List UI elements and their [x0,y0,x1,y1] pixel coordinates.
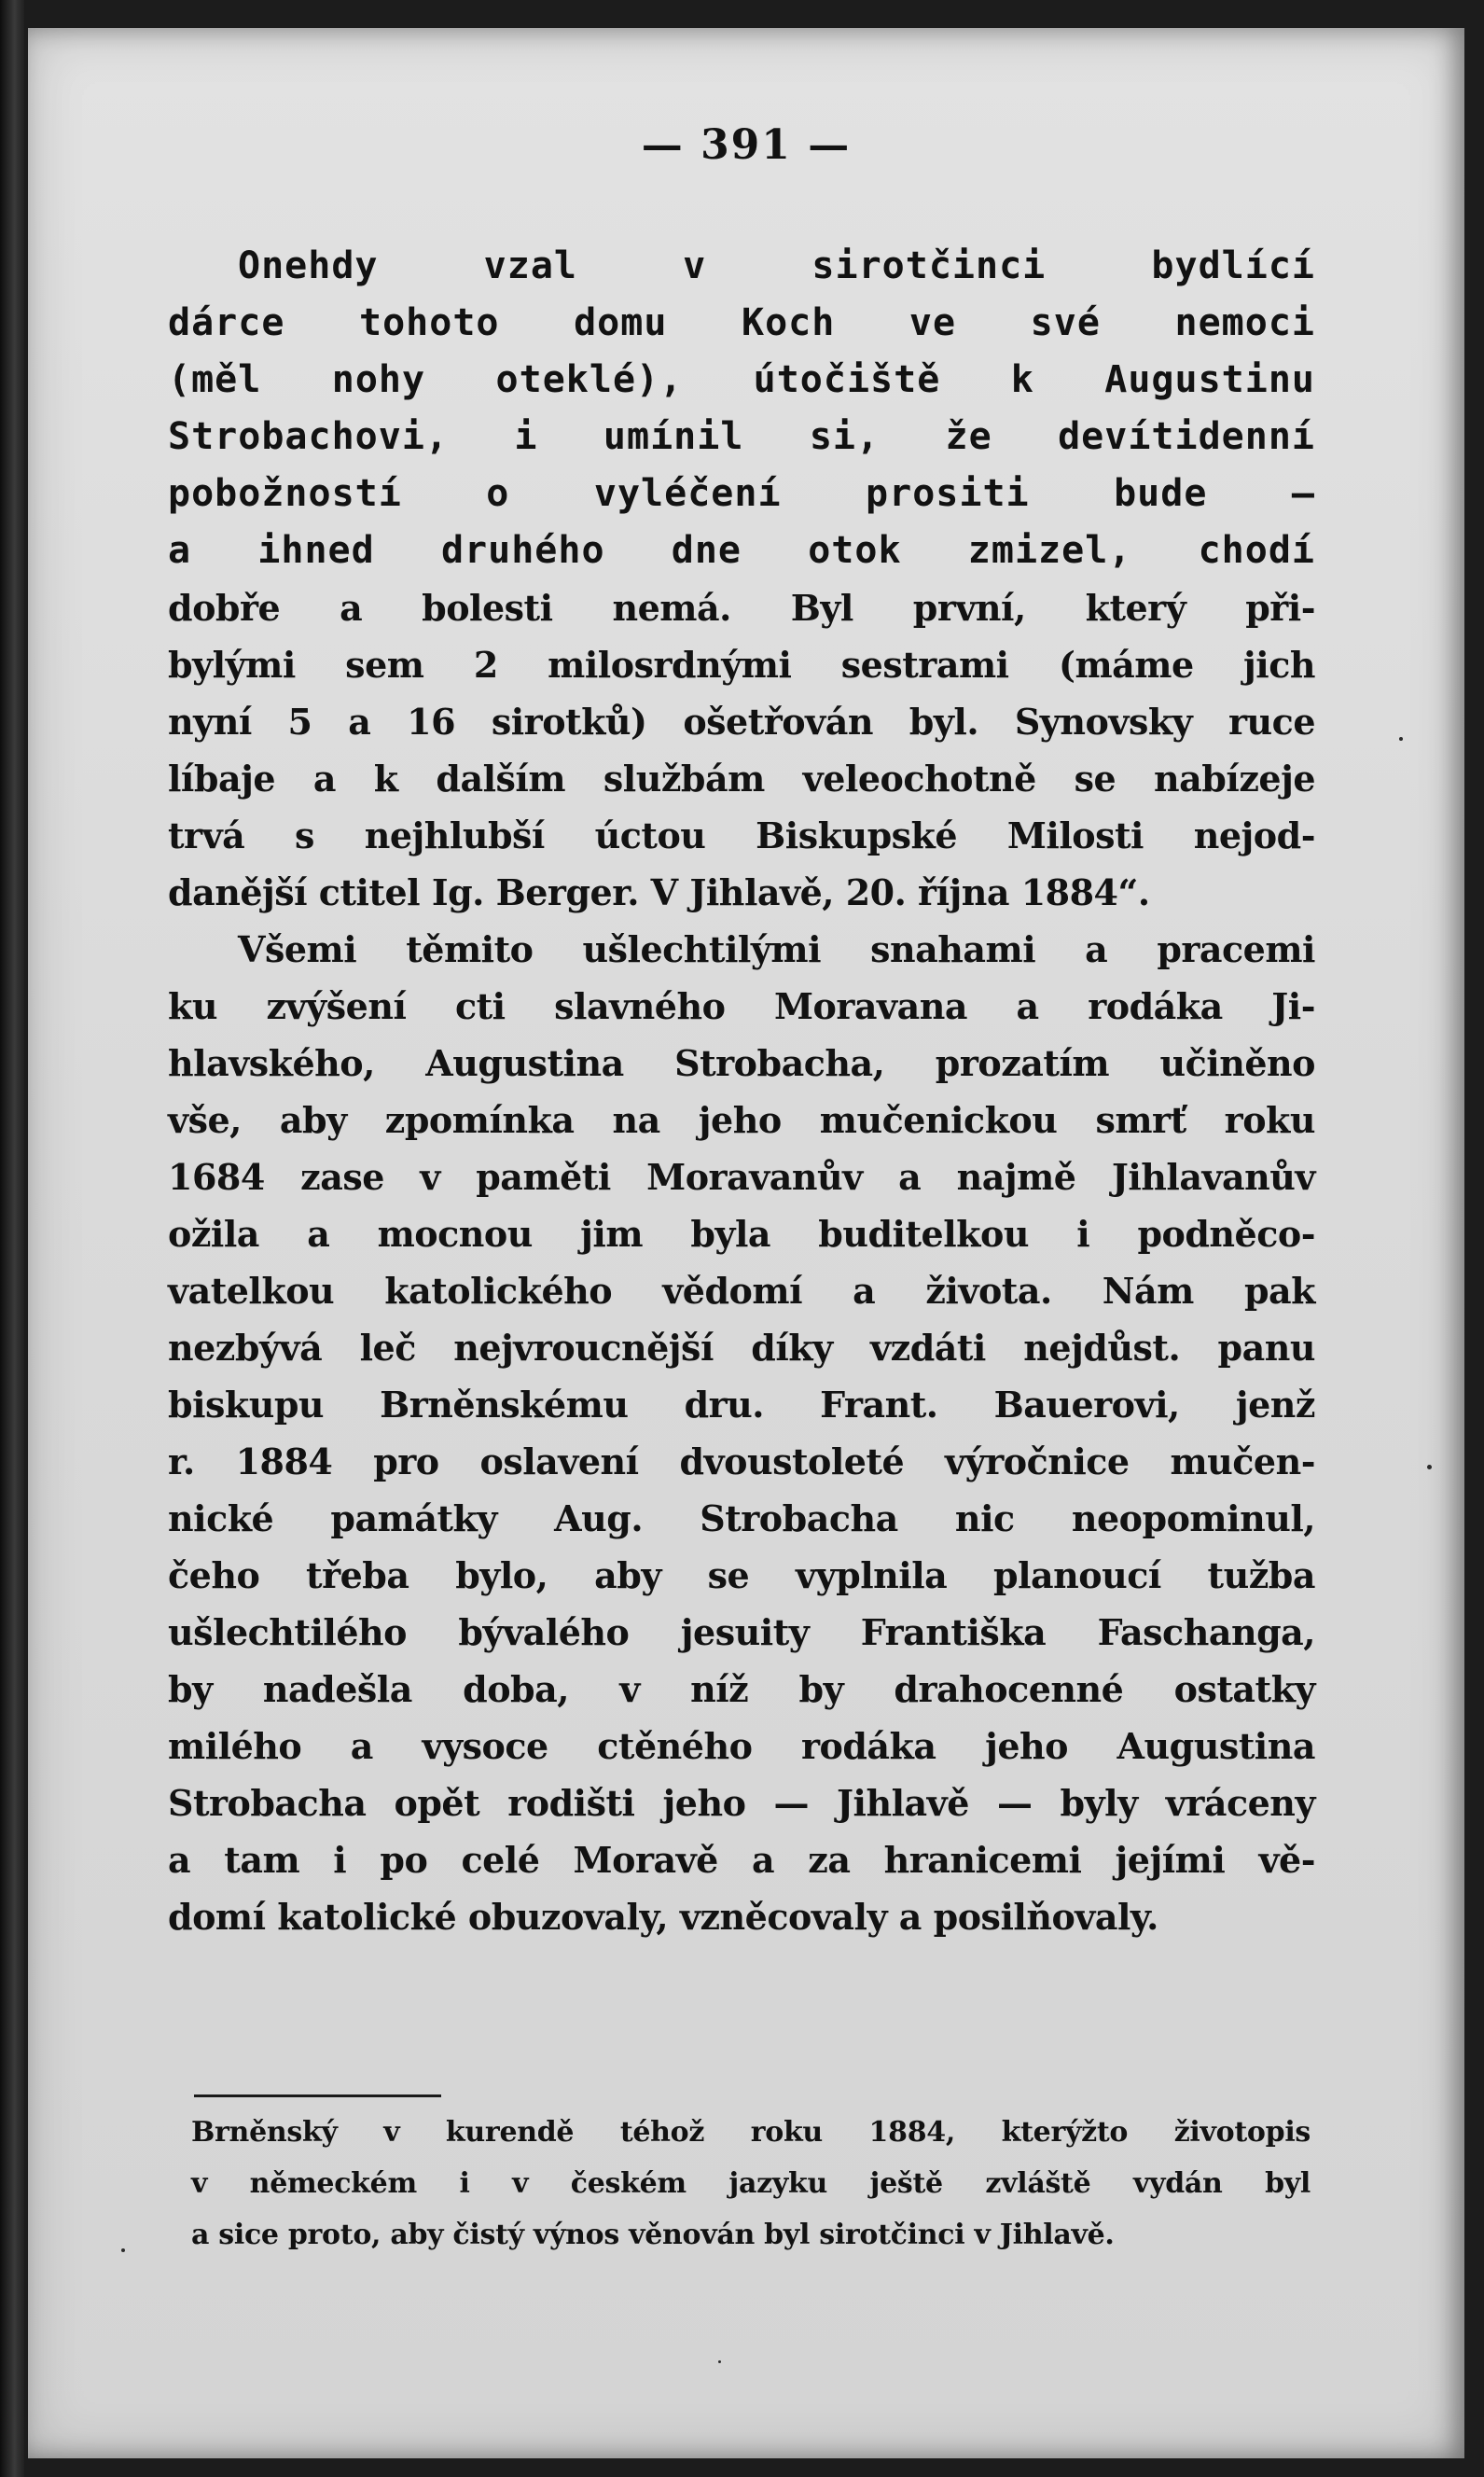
text-line: domí katolické obuzovaly, vzněcovaly a posilňovaly. [168,1896,1158,1938]
footnote-line: v německém i v českém jazyku ještě zvláště vydán byl [191,2167,1311,2200]
text-line: pobožností o vyléčení prositi bude — [168,472,1315,515]
text-line: (měl nohy oteklé), útočiště k Augustinu [168,358,1315,401]
scan-speck [1427,1465,1432,1469]
book-spine-edge [0,0,24,2477]
text-line: Všemi těmito ušlechtilými snahami a pracemi [238,928,1315,970]
text-line: r. 1884 pro oslavení dvoustoleté výročnice mučen- [168,1440,1315,1482]
text-line: Strobachovi, i umínil si, že devítidenní [168,415,1315,458]
text-line: líbaje a k dalším službám veleochotně se nabízeje [168,758,1315,800]
text-line: by nadešla doba, v níž by drahocenné ostatky [168,1668,1315,1710]
text-line: nické památky Aug. Strobacha nic neopominul, [168,1497,1315,1539]
footnote-line: Brněnský v kurendě téhož roku 1884, kterýžto životopis [191,2116,1311,2149]
text-line: nyní 5 a 16 sirotků) ošetřován byl. Synovsky ruce [168,701,1315,743]
scan-speck [718,2360,721,2363]
footnote [191,2107,1311,2261]
text-line: ožila a mocnou jim byla buditelkou i podněco- [168,1213,1315,1255]
text-line: čeho třeba bylo, aby se vyplnila planoucí tužba [168,1554,1315,1596]
text-line: hlavského, Augustina Strobacha, prozatím učiněno [168,1042,1315,1084]
footnote-line: a sice proto, aby čistý výnos věnován byl sirotčinci v Jihlavě. [191,2219,1115,2251]
text-line: nezbývá leč nejvroucnější díky vzdáti nejdůst. panu [168,1327,1315,1369]
body-text [168,238,1315,1945]
text-line: vatelkou katolického vědomí a života. Nám pak [168,1270,1315,1312]
text-line: 1684 zase v paměti Moravanův a najmě Jihlavanův [168,1156,1315,1198]
text-line: dárce tohoto domu Koch ve své nemoci [168,301,1315,344]
page-number: — 391 — [641,121,852,169]
scan-speck [1399,737,1403,741]
text-line: ku zvýšení cti slavného Moravana a rodáka Ji- [168,985,1315,1027]
text-line: ušlechtilého bývalého jesuity Františka Faschanga, [168,1611,1315,1653]
text-line: a tam i po celé Moravě a za hranicemi jejími vě- [168,1839,1315,1881]
text-line: bylými sem 2 milosrdnými sestrami (máme jich [168,644,1315,686]
text-line: biskupu Brněnskému dru. Frant. Bauerovi, jenž [168,1384,1315,1426]
text-line: dobře a bolesti nemá. Byl první, který při- [168,587,1315,629]
text-line: Onehdy vzal v sirotčinci bydlící [238,244,1315,287]
text-line: milého a vysoce ctěného rodáka jeho Augustina [168,1725,1315,1767]
text-line: danější ctitel Ig. Berger. V Jihlavě, 20. října 1884“. [168,871,1150,913]
book-page [28,28,1464,2458]
text-line: vše, aby zpomínka na jeho mučenickou smrť roku [168,1099,1315,1141]
text-line: trvá s nejhlubší úctou Biskupské Milosti nejod- [168,814,1315,856]
footnote-divider [194,2094,441,2097]
text-line: Strobacha opět rodišti jeho — Jihlavě — byly vráceny [168,1782,1315,1824]
text-line: a ihned druhého dne otok zmizel, chodí [168,529,1315,572]
scan-speck [121,2248,125,2252]
